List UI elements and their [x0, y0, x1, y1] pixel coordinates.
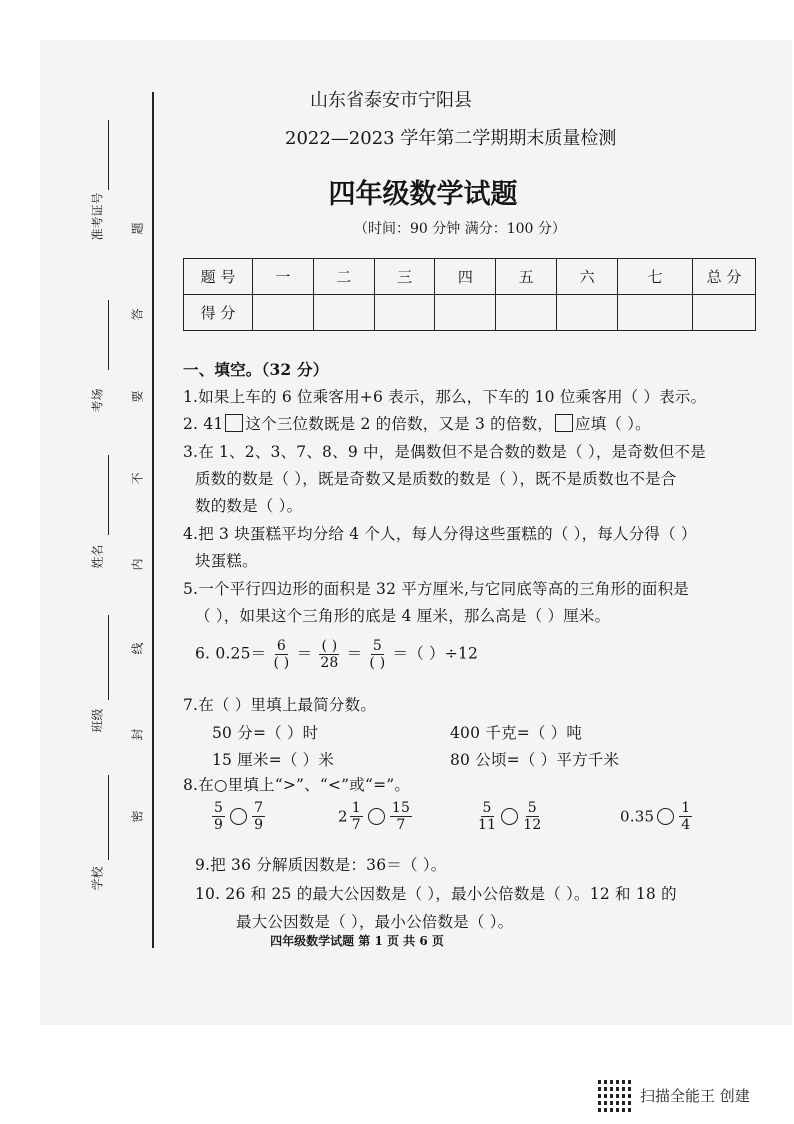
field-label-class: 班级	[90, 708, 105, 733]
question-10-line2: 最大公因数是（ ），最小公倍数是（ ）。	[236, 913, 514, 931]
score-cell: 七	[618, 259, 693, 295]
page-footer-wrap	[0, 932, 794, 949]
field-label-exam-id: 准考证号	[90, 192, 105, 241]
compare-pair-4: 0.35 $\frac{1}{4}$	[620, 800, 691, 833]
compare-circle-icon[interactable]	[368, 808, 385, 825]
score-input[interactable]	[313, 295, 374, 331]
score-input[interactable]	[496, 295, 557, 331]
binding-char: 内	[130, 558, 145, 571]
compare-circle-icon[interactable]	[501, 808, 518, 825]
exam-title: 四年级数学试题	[328, 179, 518, 210]
field-label-name: 姓名	[90, 544, 105, 569]
question-4-line1: 4.把 3 块蛋糕平均分给 4 个人，每人分得这些蛋糕的（ ），每人分得（ ）	[183, 525, 697, 543]
question-7d: 80 公顷=（ ）平方千米	[450, 751, 620, 769]
score-input[interactable]	[618, 295, 693, 331]
question-6: 6. 0.25＝ $\frac{6}{( )}$ ＝ $\frac{( )}{28}$ ＝ $\frac{5}{( )}$ ＝（ ）÷12	[195, 638, 479, 671]
page-footer: 四年级数学试题 第 1 页 共 6 页	[270, 934, 444, 948]
digit-box-icon	[225, 414, 243, 432]
binding-char: 要	[130, 390, 145, 403]
fraction: $\frac{5}{12}$	[523, 800, 542, 833]
question-9: 9.把 36 分解质因数是：36＝（ ）。	[195, 856, 447, 874]
score-cell: 得 分	[184, 295, 253, 331]
score-cell: 题 号	[184, 259, 253, 295]
question-7a: 50 分=（ ）时	[212, 724, 319, 742]
score-cell: 总 分	[693, 259, 756, 295]
compare-pair-1	[210, 800, 267, 833]
score-cell: 三	[374, 259, 435, 295]
binding-char: 不	[130, 472, 145, 485]
question-10-line1: 10. 26 和 25 的最大公因数是（ ），最小公倍数是（ ）。12 和 18 的	[195, 885, 677, 903]
compare-circle-icon[interactable]	[657, 808, 674, 825]
question-3-line3: 数的数是（ ）。	[195, 497, 303, 515]
binding-char: 答	[130, 308, 145, 321]
question-7c: 15 厘米=（ ）米	[212, 751, 335, 769]
score-cell: 五	[496, 259, 557, 295]
section-heading: 一、填空。（32 分）	[183, 360, 329, 379]
question-3-line1: 3.在 1、2、3、7、8、9 中，是偶数但不是合数的数是（ ），是奇数但不是	[183, 443, 706, 461]
field-label-school: 学校	[90, 866, 105, 891]
binding-char: 封	[130, 728, 145, 741]
question-5-line2: （ ），如果这个三角形的底是 4 厘米，那么高是（ ）厘米。	[195, 607, 611, 625]
field-underline-school	[108, 775, 109, 860]
field-label-room: 考场	[90, 388, 105, 413]
qr-code-icon	[598, 1078, 632, 1112]
exam-region: 山东省泰安市宁阳县	[310, 90, 472, 111]
scanner-watermark	[598, 1078, 750, 1112]
fraction: $\frac{5}{11}$	[478, 800, 497, 833]
fraction: $\frac{1}{7}$	[351, 800, 361, 833]
score-cell: 六	[557, 259, 618, 295]
question-5-line1: 5.一个平行四边形的面积是 32 平方厘米,与它同底等高的三角形的面积是	[183, 580, 689, 598]
binding-char: 密	[130, 810, 145, 823]
fraction: $\frac{5}{9}$	[214, 800, 224, 833]
fraction: $\frac{6}{( )}$	[273, 638, 290, 671]
compare-circle-icon[interactable]	[230, 808, 247, 825]
exam-title-wrap	[0, 172, 794, 211]
field-underline-class	[108, 615, 109, 700]
fraction: $\frac{1}{4}$	[681, 800, 691, 833]
binding-char: 线	[130, 642, 145, 655]
field-underline-room	[108, 300, 109, 370]
digit-box-icon	[555, 414, 573, 432]
score-input[interactable]	[253, 295, 314, 331]
score-cell: 一	[253, 259, 314, 295]
fraction: $\frac{15}{7}$	[391, 800, 411, 833]
field-underline-name	[108, 455, 109, 535]
question-3-line2: 质数的数是（ ），既是奇数又是质数的数是（ ），既不是质数也不是合	[195, 470, 677, 488]
fraction: $\frac{7}{9}$	[254, 800, 264, 833]
question-4-line2: 块蛋糕。	[195, 552, 258, 570]
question-7b: 400 千克=（ ）吨	[450, 724, 583, 742]
score-input[interactable]	[374, 295, 435, 331]
score-header-row	[184, 259, 756, 295]
score-value-row	[184, 295, 756, 331]
score-input[interactable]	[557, 295, 618, 331]
score-table	[183, 258, 756, 331]
score-cell: 二	[313, 259, 374, 295]
score-input[interactable]	[435, 295, 496, 331]
question-2: 2. 41 这个三位数既是 2 的倍数，又是 3 的倍数， 应填（ ）。	[183, 415, 651, 433]
compare-pair-2: 2 $\frac{1}{7}$ $\frac{15}{7}$	[338, 800, 411, 833]
fraction: $\frac{5}{( )}$	[369, 638, 386, 671]
watermark-text: 扫描全能王 创建	[640, 1086, 750, 1105]
exam-term: 2022—2023 学年第二学期期末质量检测	[285, 128, 617, 149]
question-7-heading: 7.在（ ）里填上最简分数。	[183, 696, 377, 714]
binding-line	[152, 92, 154, 948]
binding-char: 题	[130, 222, 145, 235]
question-1: 1.如果上车的 6 位乘客用+6 表示，那么，下车的 10 位乘客用（ ）表示。	[183, 388, 707, 406]
score-cell: 四	[435, 259, 496, 295]
compare-pair-3	[476, 800, 543, 833]
score-input[interactable]	[693, 295, 756, 331]
exam-info: （时间：90 分钟 满分：100 分）	[354, 221, 566, 237]
question-8-heading: 8.在○里填上“>”、“<”或“=”。	[183, 776, 411, 794]
fraction: $\frac{( )}{28}$	[320, 638, 339, 671]
